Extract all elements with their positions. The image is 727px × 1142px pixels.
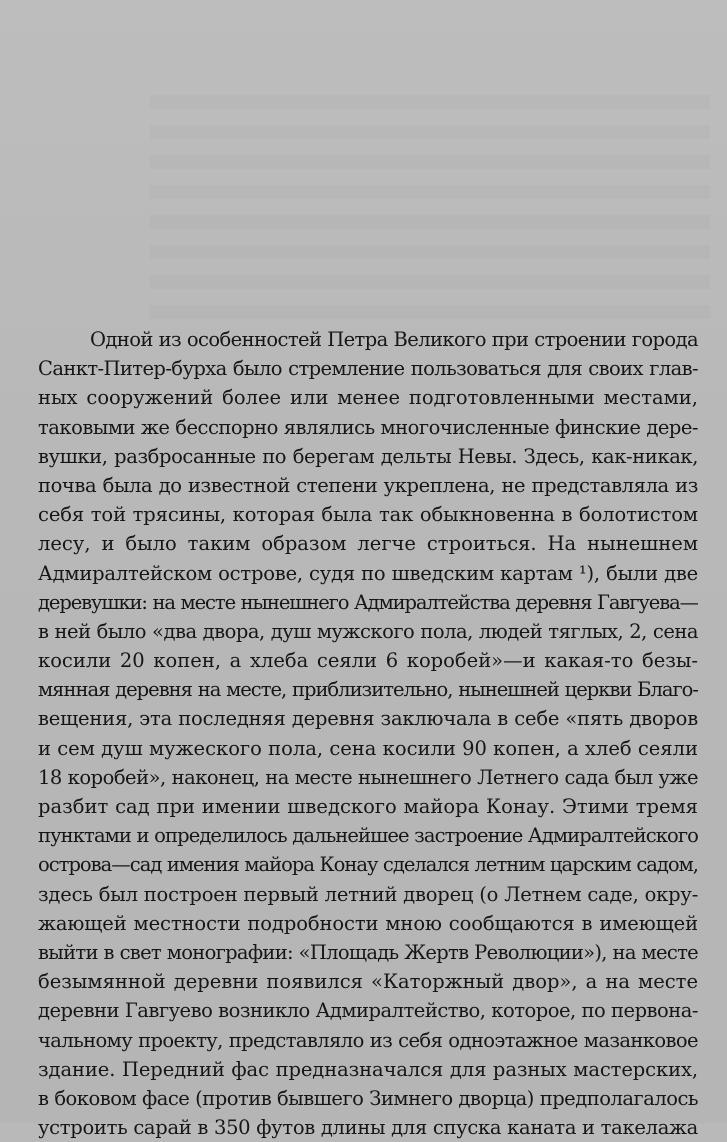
text-line: деревушки: на месте нынешнего Адмиралтейства деревня Гавгуева—: [38, 590, 698, 614]
text-line: ных сооружений более или менее подготовленными местами,: [38, 386, 698, 410]
body-paragraph: [38, 325, 698, 1142]
text-line: вушки, разбросанные по берегам дельты Невы. Здесь, как-никак,: [38, 444, 698, 468]
text-line: в боковом фасе (против бывшего Зимнего дворца) предполагалось: [38, 1086, 698, 1110]
text-line: 18 коробей», наконец, на месте нынешнего Летнего сада был уже: [38, 765, 698, 789]
text-line: здесь был построен первый летний дворец (о Летнем саде, окру-: [38, 882, 698, 906]
text-line: косили 20 копен, а хлеба сеяли 6 коробей»—и какая-то безы-: [38, 649, 698, 673]
text-line: почва была до известной степени укреплена, не представляла из: [38, 473, 698, 497]
text-line: себя той трясины, которая была так обыкновенна в болотистом: [38, 503, 698, 527]
text-line: острова—сад имения майора Конау сделался летним царским садом,: [38, 853, 698, 877]
text-line: Одной из особенностей Петра Великого при строении города: [90, 328, 698, 351]
text-line: вещения, эта последняя деревня заключала в себе «пять дворов: [38, 707, 698, 731]
text-line: Санкт-Питер-бурха было стремление пользоваться для своих глав-: [38, 357, 698, 381]
text-line: пунктами и определилось дальнейшее застроение Адмиралтейского: [38, 824, 698, 848]
text-line: выйти в свет монографии: «Площадь Жертв Революции»), на месте: [38, 940, 698, 964]
text-line: мянная деревня на месте, приблизительно, нынешней церкви Благо-: [38, 678, 698, 702]
text-line: чальному проекту, представляло из себя одноэтажное мазанковое: [38, 1028, 698, 1052]
text-line: безымянной деревни появился «Каторжный двор», а на месте: [38, 970, 698, 994]
text-line: здание. Передний фас предназначался для разных мастерских,: [38, 1057, 698, 1081]
bleed-through-shadow: [150, 95, 710, 325]
text-line: устроить сарай в 350 футов длины для спуска каната и такелажа: [38, 1116, 698, 1140]
text-line: в ней было «два двора, душ мужского пола, людей тяглых, 2, сена: [38, 619, 698, 643]
text-line: деревни Гавгуево возникло Адмиралтейство, которое, по первона-: [38, 999, 698, 1023]
text-line: жающей местности подробности мною сообщаются в имеющей: [38, 911, 698, 935]
text-line: таковыми же бесспорно являлись многочисленные финские дере-: [38, 415, 698, 439]
text-line: и сем душ мужеского пола, сена косили 90 копен, а хлеб сеяли: [38, 736, 698, 760]
text-line: Адмиралтейском острове, судя по шведским картам ¹), были две: [38, 561, 698, 585]
text-line: разбит сад при имении шведского майора Конау. Этими тремя: [38, 795, 698, 818]
text-line: лесу, и было таким образом легче строиться. На нынешнем: [38, 532, 698, 556]
